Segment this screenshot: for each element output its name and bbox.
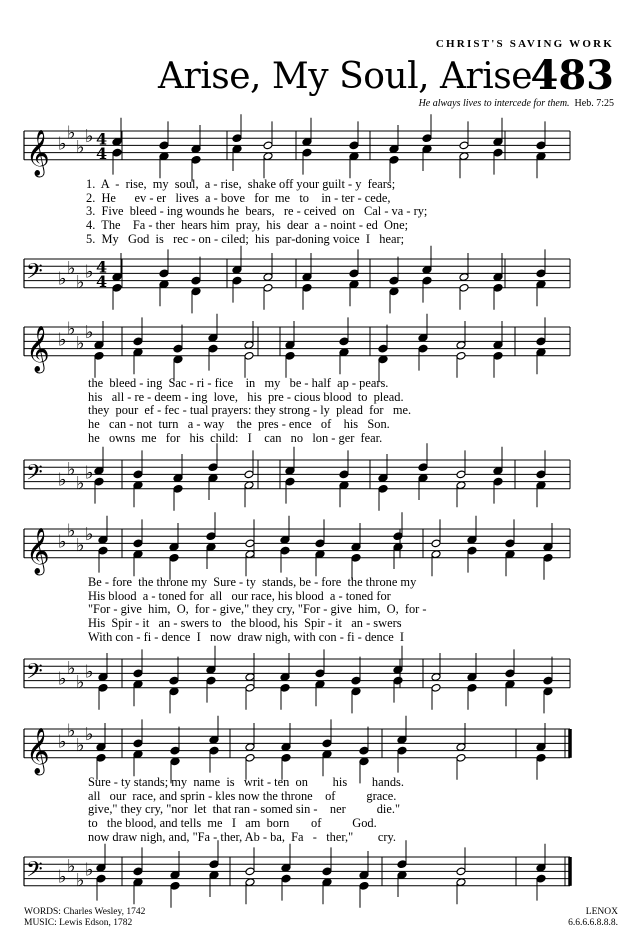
words-credit: WORDS: Charles Wesley, 1742 [24,907,146,917]
time-signature: 4 [96,257,108,277]
lyric-line: 4. The Fa - ther hears him pray, his dear a - noint - ed One; [86,218,409,233]
hymn-number: 483 [530,52,614,99]
bass-clef-icon: 𝄢 [26,460,43,491]
lyric-line: 5. My God is rec - on - ciled; his par-doning voice I hear; [86,231,405,246]
lyric-line: His blood a - toned for all our race, his blood a - toned for [88,588,391,603]
bass-clef-icon: 𝄢 [26,857,43,888]
treble-clef-icon: 𝄞 [26,727,50,774]
time-signature: 4 [96,143,108,163]
tune-name: LENOX [585,907,618,917]
lyric-line: "For - give him, O, for - give," they cry, "For - give him, O, for - [88,602,427,617]
flat-icon: ♭ [76,473,85,495]
lyric-line: Sure - ty stands; my name is writ - ten on his hands. [88,775,404,789]
flat-icon: ♭ [85,126,94,148]
credits-right [568,907,618,929]
flat-icon: ♭ [58,133,67,155]
lyric-line: he owns me for his child: I can no lon - ger fear. [88,430,383,445]
epigraph-quote: He always lives to intercede for them. [418,98,570,109]
epigraph-reference: Heb. 7:25 [574,98,614,109]
flat-icon: ♭ [85,462,94,484]
flat-icon: ♭ [85,261,94,283]
treble-clef-icon: 𝄞 [26,129,50,176]
flat-icon: ♭ [85,524,94,546]
lyric-line: his all - re - deem - ing love, his pre - cious blood to plead. [88,389,404,404]
lyric-line: give," they cry, "nor let that ran - somed sin - ner die." [88,802,401,817]
flat-icon: ♭ [76,137,85,158]
flat-icon: ♭ [58,329,67,351]
lyric-line: the bleed - ing Sac - ri - fice in my be - half ap - pears. [88,376,389,390]
lyric-line: 2. He ev - er lives a - bove for me to in - ter - cede, [86,190,391,205]
flat-icon: ♭ [58,531,67,553]
flat-icon: ♭ [67,458,76,480]
flat-icon: ♭ [67,855,76,877]
bass-clef-icon: 𝄢 [26,659,43,690]
lyric-line: to the blood, and tells me I am born of God. [88,816,377,831]
lyric-line: all our race, and sprin - kles now the throne of grace. [88,788,397,803]
lyric-line: now draw nigh, and, "Fa - ther, Ab - ba, Fa - ther," cry. [88,829,397,844]
lyric-line: With con - fi - dence I now draw nigh, with con - fi - dence I [88,629,405,644]
flat-icon: ♭ [67,657,76,679]
flat-icon: ♭ [67,520,76,542]
time-signature: 4 [96,271,108,291]
flat-icon: ♭ [58,469,67,491]
lyric-line: 1. A - rise, my soul, a - rise, shake off your guilt - y fears; [86,177,396,191]
flat-icon: ♭ [67,318,76,340]
flat-icon: ♭ [76,333,85,354]
credits-left [24,907,145,929]
treble-clef-icon: 𝄞 [26,527,50,574]
lyric-line: Be - fore the throne my Sure - ty stands, be - fore the throne my [88,575,417,589]
flat-icon: ♭ [67,257,76,279]
flat-icon: ♭ [58,866,67,888]
bass-clef-icon: 𝄢 [26,259,43,290]
flat-icon: ♭ [85,724,94,746]
music-credit: MUSIC: Lewis Edson, 1782 [24,918,133,928]
flat-icon: ♭ [85,661,94,683]
lyric-line: 3. Five bleed - ing wounds he bears, re - ceived on Cal - va - ry; [86,204,428,219]
flat-icon: ♭ [85,859,94,881]
flat-icon: ♭ [58,731,67,753]
time-signature: 4 [96,129,108,149]
flat-icon: ♭ [76,735,85,756]
flat-icon: ♭ [76,672,85,694]
flat-icon: ♭ [76,870,85,892]
section-heading: CHRIST'S SAVING WORK [435,38,614,50]
meter: 6.6.6.6.8.8.8. [568,918,618,928]
lyric-line: they pour ef - fec - tual prayers: they strong - ly plead for me. [88,403,412,418]
lyric-line: His Spir - it an - swers to the blood, his Spir - it an - swers [88,616,402,631]
treble-clef-icon: 𝄞 [26,325,50,372]
flat-icon: ♭ [67,122,76,144]
flat-icon: ♭ [85,322,94,344]
flat-icon: ♭ [76,272,85,294]
hymn-title: Arise, My Soul, Arise [158,56,532,97]
flat-icon: ♭ [58,668,67,690]
flat-icon: ♭ [67,720,76,742]
flat-icon: ♭ [58,268,67,290]
lyric-line: he can - not turn a - way the pres - ence of his Son. [88,417,390,432]
flat-icon: ♭ [76,535,85,556]
